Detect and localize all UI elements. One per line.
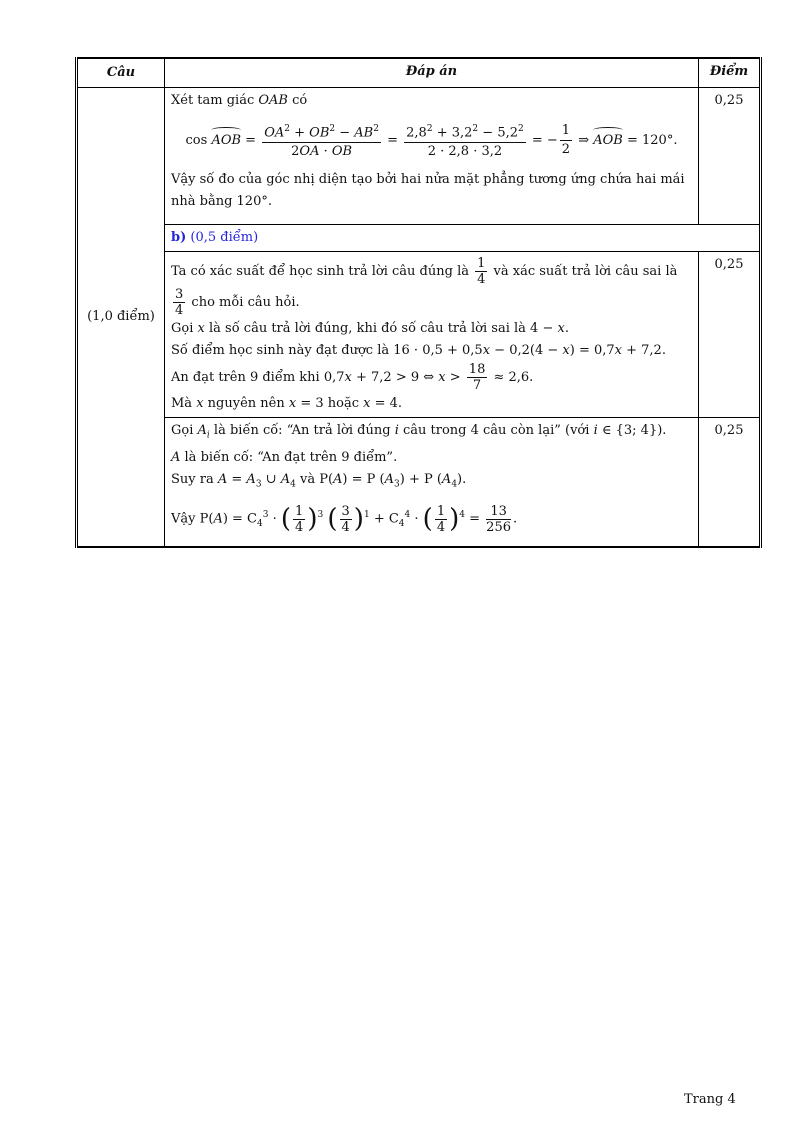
header-diem: Điểm (699, 58, 761, 88)
part-b-label: b) (171, 230, 187, 245)
answer-line: Gọi $A_i$ là biến cố: “An trả lời đúng i câu trong 4 câu còn lại” (với i ∈ {3; 4}). (171, 423, 667, 441)
answer-cell (165, 418, 699, 548)
answer-cell (165, 88, 699, 225)
answer-cell (165, 252, 699, 418)
table-row (77, 88, 761, 225)
part-header-row (77, 225, 761, 252)
score-cell: 0,25 (699, 418, 761, 548)
header-cau: Câu (77, 58, 165, 88)
question-label: (1,0 điểm) (87, 309, 155, 325)
answer-line: Ta có xác suất để học sinh trả lời câu đúng là $\frac{1}{4}$ và xác suất trả lời câu sai là (171, 256, 678, 287)
part-b-score: (0,5 điểm) (190, 230, 259, 245)
answer-table (75, 57, 762, 548)
score-cell: 0,25 (699, 252, 761, 418)
table-header-row (77, 58, 761, 88)
answer-line: Xét tam giác OAB có (171, 93, 308, 108)
answer-line: A là biến cố: “An đạt trên 9 điểm”. (171, 449, 398, 465)
page-number: Trang 4 (684, 1092, 736, 1107)
answer-line: Số điểm học sinh này đạt được là 16 · 0,5 + 0,5x − 0,2(4 − x) = 0,7x + 7,2. (171, 343, 666, 358)
header-dap-an: Đáp án (165, 58, 699, 88)
score-cell: 0,25 (699, 88, 761, 225)
answer-line: An đạt trên 9 điểm khi 0,7x + 7,2 > 9 ⇔ x > $\frac{18}{7}$ ≈ 2,6. (171, 362, 534, 393)
table-row (77, 418, 761, 548)
part-b-header (165, 225, 761, 252)
table-row (77, 252, 761, 418)
answer-line: Gọi x là số câu trả lời đúng, khi đó số câu trả lời sai là 4 − x. (171, 321, 569, 336)
answer-line: nhà bằng 120°. (171, 194, 272, 210)
answer-line: $\frac{3}{4}$ cho mỗi câu hỏi. (175, 287, 300, 318)
answer-line: Suy ra $A = A_3$ ∪ $A_4$ và P(A) = P $(A_3) + P$ $(A_4)$. (171, 471, 467, 490)
answer-line: Vậy số đo của góc nhị diện tạo bởi hai nửa mặt phẳng tương ứng chứa hai mái (171, 172, 685, 188)
answer-line: Vậy $P(A) = C_4^3$ · ( $\frac{1}{4}$ )$^3$ ( $\frac{3}{4}$ )$^1 + C_4^4$ · ( $\frac{1}{4}$ )$^4$ = $\frac{13}{256}$ . (171, 503, 518, 535)
cosine-formula: cos AOB = $\frac{OA^2 + OB^2 - AB^2}{2OA \cdot OB}$ = $\frac{2,8^2 + 3,2^2 - 5,2^2}{2 \cdot 2,8 \cdot 3,2}$ = − $\frac{1}{2}$ ⇒ AOB = 120°. (171, 120, 692, 161)
answer-line: Mà x nguyên nên x = 3 hoặc x = 4. (171, 396, 403, 411)
question-label-cell (77, 88, 165, 548)
